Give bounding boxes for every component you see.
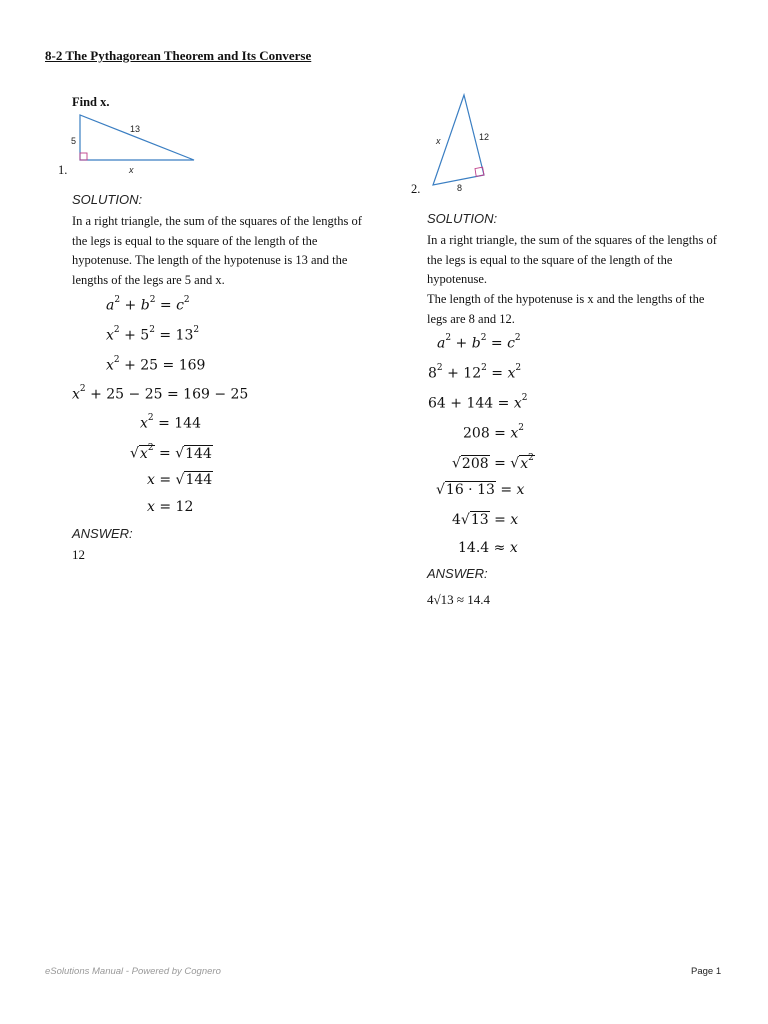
p2-equation-6: √16 · 13 = x — [436, 482, 525, 498]
problem-1-solution-text: In a right triangle, the sum of the squares of the lengths of the legs is equal to the square of the length of the hypotenuse. The length of the hypotenuse is 13 and the lengths of the legs are 5 and x. — [72, 214, 362, 287]
p1-equation-1: $a^2 + b^2 = c^2$ — [106, 295, 190, 314]
p1-equation-4: $x^2 + 25 - 25 = 169 - 25$ — [72, 384, 249, 403]
p1-equation-6: $√x^2 = √144$ — [130, 443, 212, 462]
triangle-figure-1 — [66, 110, 206, 175]
page-title: 8-2 The Pythagorean Theorem and Its Converse — [45, 48, 312, 63]
p2-equation-4: $208 = x^2$ — [463, 423, 524, 442]
problem-1-answer-label: ANSWER: — [72, 526, 133, 541]
fig2-left-label: x — [436, 136, 441, 146]
fig1-leg-left-label: 5 — [71, 136, 77, 146]
problem-1-answer: 12 — [72, 547, 85, 562]
problem-2-answer-label: ANSWER: — [427, 566, 488, 581]
p2-equation-1: $a^2 + b^2 = c^2$ — [437, 333, 521, 352]
triangle-figure-2 — [425, 90, 505, 195]
fig1-leg-bottom-label: x — [129, 165, 134, 175]
problem-2-solution-text-2: The length of the hypotenuse is x and the lengths of the legs are 8 and 12. — [427, 292, 705, 326]
p2-equation-5: $√208 = √x^2$ — [452, 453, 534, 472]
instruction: Find x. — [72, 95, 110, 109]
page-number: Page 1 — [691, 966, 722, 977]
p1-equation-3: $x^2 + 25 = 169$ — [106, 355, 206, 374]
problem-2-number: 2. — [411, 182, 421, 196]
p1-equation-8: x = 12 — [147, 499, 194, 515]
fig2-bottom-label: 8 — [457, 183, 463, 193]
fig1-hypotenuse-label: 13 — [130, 124, 141, 134]
problem-1-solution-label: SOLUTION: — [72, 192, 143, 207]
fig2-right-label: 12 — [479, 132, 490, 142]
p2-equation-3: $64 + 144 = x^2$ — [428, 393, 528, 412]
problem-2-answer: 4√13 ≈ 14.4 — [427, 592, 491, 607]
p2-equation-2: $8^2 + 12^2 = x^2$ — [428, 363, 522, 382]
p1-equation-2: $x^2 + 5^2 = 13^2$ — [106, 325, 200, 344]
footer-brand: eSolutions Manual - Powered by Cognero — [45, 966, 221, 977]
problem-1-number: 1. — [58, 163, 68, 177]
problem-2-solution-label: SOLUTION: — [427, 211, 498, 226]
p1-equation-5: $x^2 = 144$ — [140, 413, 201, 432]
p2-equation-7: 4√13 = x — [452, 512, 519, 528]
problem-2-solution-text-1: In a right triangle, the sum of the squares of the lengths of the legs is equal to the square of the length of the hypotenuse. — [427, 233, 717, 286]
p2-equation-8: 14.4 ≈ x — [458, 540, 518, 556]
p1-equation-7: x = √144 — [147, 472, 213, 488]
